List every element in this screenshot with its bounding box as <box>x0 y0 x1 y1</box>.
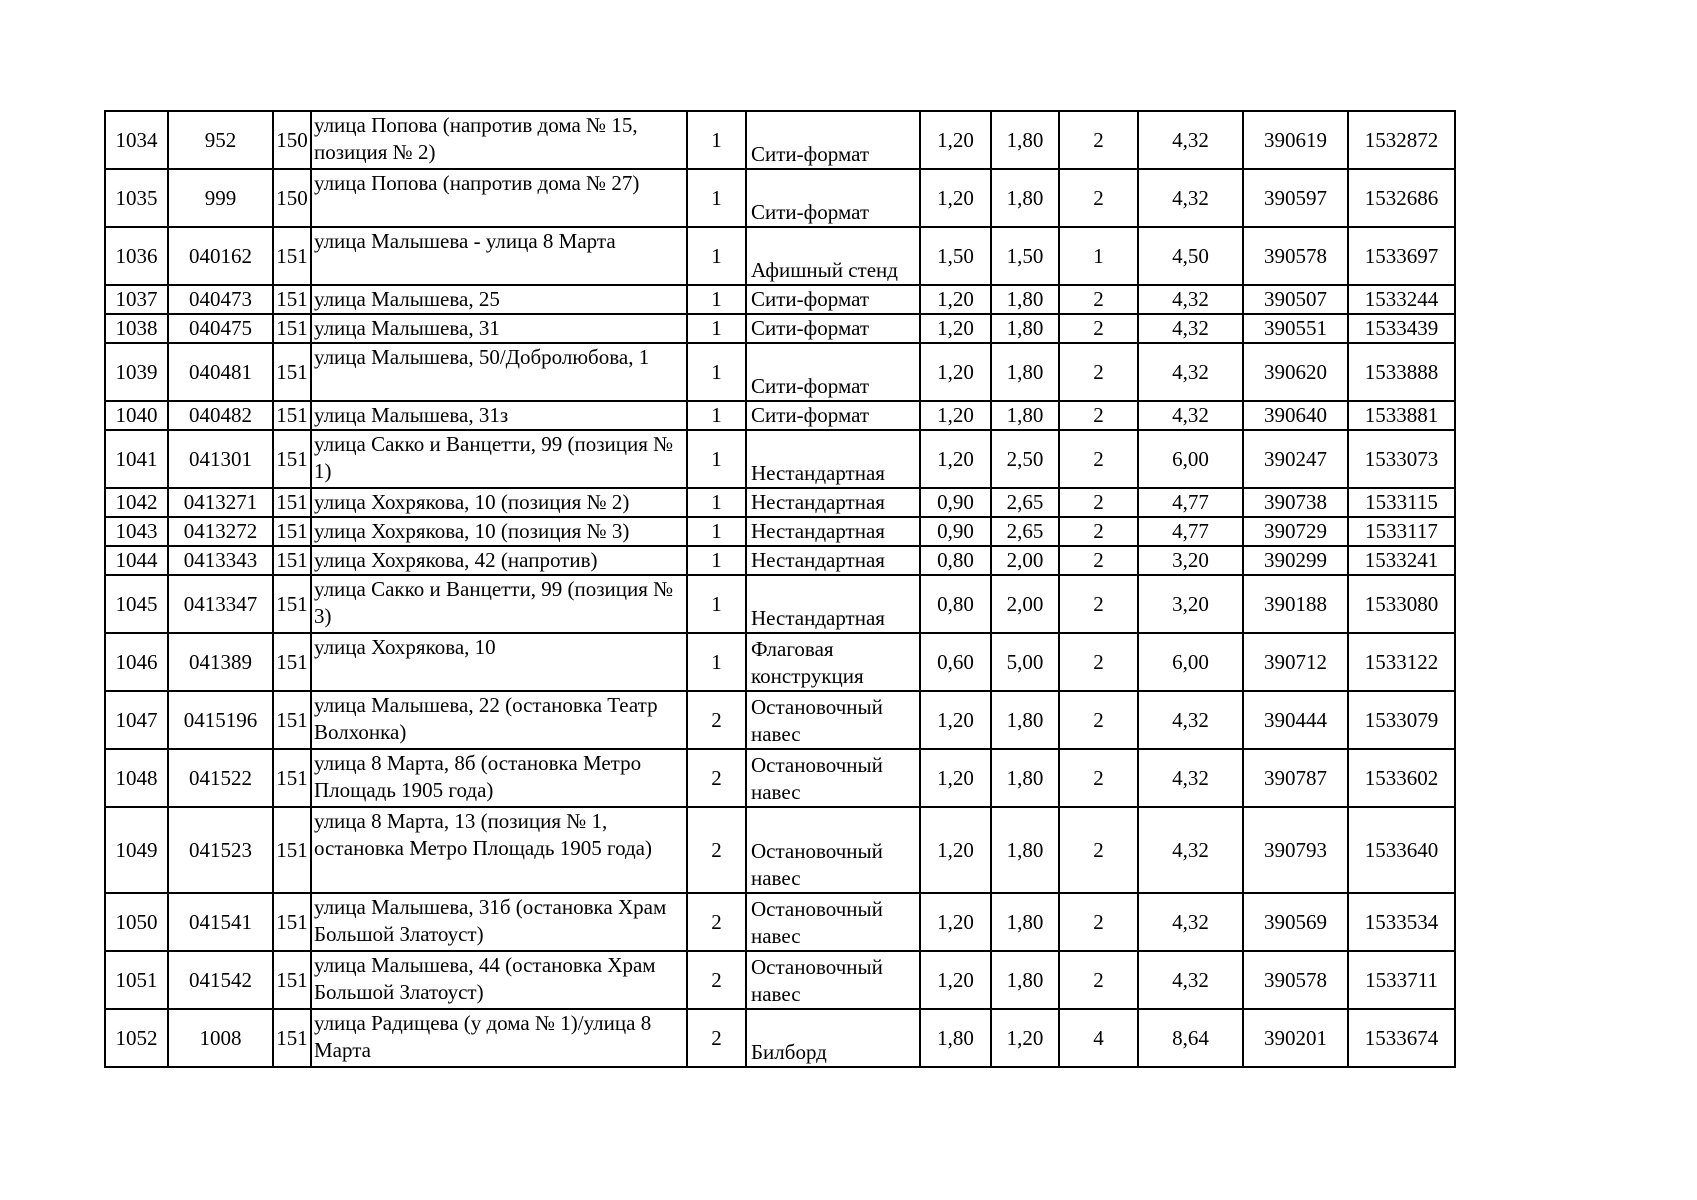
width-cell: 0,60 <box>920 633 991 691</box>
address-cell: улица Хохрякова, 10 (позиция № 2) <box>311 488 687 517</box>
code-cell: 040481 <box>168 343 273 401</box>
y-coord-cell: 1533697 <box>1348 227 1455 285</box>
code-cell: 0415196 <box>168 691 273 749</box>
table-row <box>105 517 1455 546</box>
width-cell: 1,20 <box>920 111 991 169</box>
address-cell: улица Малышева, 22 (остановка Театр Волхонка) <box>311 691 687 749</box>
area-cell: 6,00 <box>1138 633 1243 691</box>
height-cell: 1,80 <box>991 401 1059 430</box>
zone-cell: 151 <box>273 343 311 401</box>
type-cell: Остановочный навес <box>746 951 920 1009</box>
code-cell: 999 <box>168 169 273 227</box>
y-coord-cell: 1533079 <box>1348 691 1455 749</box>
row-number-cell: 1044 <box>105 546 168 575</box>
sides-cell: 2 <box>687 893 746 951</box>
zone-cell: 151 <box>273 807 311 893</box>
type-cell: Сити-формат <box>746 111 920 169</box>
y-coord-cell: 1533241 <box>1348 546 1455 575</box>
address-cell: улица Хохрякова, 10 (позиция № 3) <box>311 517 687 546</box>
address-cell: улица Попова (напротив дома № 15, позиция № 2) <box>311 111 687 169</box>
sides-cell: 2 <box>687 1009 746 1067</box>
y-coord-cell: 1533534 <box>1348 893 1455 951</box>
table-row <box>105 546 1455 575</box>
width-cell: 1,20 <box>920 807 991 893</box>
faces-cell: 2 <box>1059 343 1138 401</box>
type-cell: Билборд <box>746 1009 920 1067</box>
area-cell: 4,32 <box>1138 343 1243 401</box>
table-row <box>105 893 1455 951</box>
address-cell: улица Попова (напротив дома № 27) <box>311 169 687 227</box>
row-number-cell: 1049 <box>105 807 168 893</box>
faces-cell: 2 <box>1059 633 1138 691</box>
faces-cell: 2 <box>1059 111 1138 169</box>
x-coord-cell: 390787 <box>1243 749 1348 807</box>
width-cell: 0,90 <box>920 488 991 517</box>
faces-cell: 2 <box>1059 893 1138 951</box>
row-number-cell: 1051 <box>105 951 168 1009</box>
width-cell: 1,20 <box>920 430 991 488</box>
table-row <box>105 285 1455 314</box>
height-cell: 2,50 <box>991 430 1059 488</box>
faces-cell: 2 <box>1059 488 1138 517</box>
row-number-cell: 1046 <box>105 633 168 691</box>
code-cell: 0413347 <box>168 575 273 633</box>
code-cell: 0413343 <box>168 546 273 575</box>
row-number-cell: 1034 <box>105 111 168 169</box>
table-row <box>105 343 1455 401</box>
type-cell: Сити-формат <box>746 169 920 227</box>
y-coord-cell: 1533711 <box>1348 951 1455 1009</box>
x-coord-cell: 390597 <box>1243 169 1348 227</box>
area-cell: 4,32 <box>1138 807 1243 893</box>
code-cell: 041523 <box>168 807 273 893</box>
table-row <box>105 227 1455 285</box>
row-number-cell: 1037 <box>105 285 168 314</box>
y-coord-cell: 1533640 <box>1348 807 1455 893</box>
type-cell: Флаговая конструкция <box>746 633 920 691</box>
code-cell: 040475 <box>168 314 273 343</box>
faces-cell: 2 <box>1059 691 1138 749</box>
faces-cell: 2 <box>1059 430 1138 488</box>
y-coord-cell: 1533888 <box>1348 343 1455 401</box>
sides-cell: 1 <box>687 285 746 314</box>
code-cell: 040482 <box>168 401 273 430</box>
width-cell: 1,20 <box>920 893 991 951</box>
row-number-cell: 1052 <box>105 1009 168 1067</box>
sides-cell: 1 <box>687 488 746 517</box>
faces-cell: 2 <box>1059 285 1138 314</box>
address-cell: улица Малышева, 44 (остановка Храм Большой Златоуст) <box>311 951 687 1009</box>
zone-cell: 151 <box>273 633 311 691</box>
zone-cell: 151 <box>273 314 311 343</box>
area-cell: 4,32 <box>1138 314 1243 343</box>
height-cell: 1,80 <box>991 951 1059 1009</box>
code-cell: 0413272 <box>168 517 273 546</box>
type-cell: Сити-формат <box>746 343 920 401</box>
x-coord-cell: 390247 <box>1243 430 1348 488</box>
zone-cell: 151 <box>273 285 311 314</box>
table-row <box>105 691 1455 749</box>
faces-cell: 2 <box>1059 401 1138 430</box>
width-cell: 1,50 <box>920 227 991 285</box>
sides-cell: 1 <box>687 546 746 575</box>
height-cell: 1,80 <box>991 169 1059 227</box>
width-cell: 1,20 <box>920 691 991 749</box>
faces-cell: 2 <box>1059 314 1138 343</box>
row-number-cell: 1041 <box>105 430 168 488</box>
row-number-cell: 1042 <box>105 488 168 517</box>
zone-cell: 151 <box>273 227 311 285</box>
table-row <box>105 575 1455 633</box>
height-cell: 2,00 <box>991 546 1059 575</box>
address-cell: улица Малышева, 50/Добролюбова, 1 <box>311 343 687 401</box>
faces-cell: 2 <box>1059 169 1138 227</box>
area-cell: 4,77 <box>1138 517 1243 546</box>
address-cell: улица 8 Марта, 13 (позиция № 1, остановка Метро Площадь 1905 года) <box>311 807 687 893</box>
y-coord-cell: 1533439 <box>1348 314 1455 343</box>
zone-cell: 151 <box>273 401 311 430</box>
x-coord-cell: 390619 <box>1243 111 1348 169</box>
table-row <box>105 1009 1455 1067</box>
y-coord-cell: 1533080 <box>1348 575 1455 633</box>
sides-cell: 2 <box>687 951 746 1009</box>
width-cell: 0,80 <box>920 546 991 575</box>
area-cell: 6,00 <box>1138 430 1243 488</box>
type-cell: Нестандартная <box>746 430 920 488</box>
row-number-cell: 1038 <box>105 314 168 343</box>
address-cell: улица 8 Марта, 8б (остановка Метро Площадь 1905 года) <box>311 749 687 807</box>
sides-cell: 1 <box>687 343 746 401</box>
faces-cell: 2 <box>1059 517 1138 546</box>
row-number-cell: 1045 <box>105 575 168 633</box>
area-cell: 4,32 <box>1138 749 1243 807</box>
height-cell: 1,80 <box>991 807 1059 893</box>
sides-cell: 1 <box>687 314 746 343</box>
sides-cell: 1 <box>687 430 746 488</box>
x-coord-cell: 390551 <box>1243 314 1348 343</box>
address-cell: улица Малышева, 31 <box>311 314 687 343</box>
height-cell: 5,00 <box>991 633 1059 691</box>
sides-cell: 1 <box>687 111 746 169</box>
row-number-cell: 1050 <box>105 893 168 951</box>
x-coord-cell: 390620 <box>1243 343 1348 401</box>
x-coord-cell: 390640 <box>1243 401 1348 430</box>
row-number-cell: 1035 <box>105 169 168 227</box>
sides-cell: 1 <box>687 633 746 691</box>
faces-cell: 1 <box>1059 227 1138 285</box>
zone-cell: 151 <box>273 893 311 951</box>
x-coord-cell: 390507 <box>1243 285 1348 314</box>
y-coord-cell: 1533674 <box>1348 1009 1455 1067</box>
y-coord-cell: 1532686 <box>1348 169 1455 227</box>
table-body <box>105 111 1455 1067</box>
type-cell: Остановочный навес <box>746 749 920 807</box>
x-coord-cell: 390578 <box>1243 951 1348 1009</box>
faces-cell: 2 <box>1059 575 1138 633</box>
x-coord-cell: 390712 <box>1243 633 1348 691</box>
address-cell: улица Малышева, 25 <box>311 285 687 314</box>
area-cell: 4,32 <box>1138 285 1243 314</box>
width-cell: 1,20 <box>920 343 991 401</box>
sides-cell: 2 <box>687 749 746 807</box>
width-cell: 0,80 <box>920 575 991 633</box>
area-cell: 3,20 <box>1138 546 1243 575</box>
width-cell: 1,20 <box>920 401 991 430</box>
height-cell: 2,65 <box>991 517 1059 546</box>
height-cell: 1,20 <box>991 1009 1059 1067</box>
table-row <box>105 488 1455 517</box>
zone-cell: 151 <box>273 575 311 633</box>
type-cell: Нестандартная <box>746 575 920 633</box>
type-cell: Афишный стенд <box>746 227 920 285</box>
zone-cell: 151 <box>273 488 311 517</box>
y-coord-cell: 1533881 <box>1348 401 1455 430</box>
width-cell: 1,20 <box>920 285 991 314</box>
y-coord-cell: 1533115 <box>1348 488 1455 517</box>
type-cell: Остановочный навес <box>746 807 920 893</box>
row-number-cell: 1048 <box>105 749 168 807</box>
y-coord-cell: 1533122 <box>1348 633 1455 691</box>
type-cell: Нестандартная <box>746 517 920 546</box>
type-cell: Нестандартная <box>746 546 920 575</box>
x-coord-cell: 390569 <box>1243 893 1348 951</box>
y-coord-cell: 1532872 <box>1348 111 1455 169</box>
area-cell: 8,64 <box>1138 1009 1243 1067</box>
width-cell: 0,90 <box>920 517 991 546</box>
x-coord-cell: 390729 <box>1243 517 1348 546</box>
sides-cell: 1 <box>687 227 746 285</box>
sides-cell: 1 <box>687 169 746 227</box>
height-cell: 1,80 <box>991 893 1059 951</box>
address-cell: улица Малышева, 31з <box>311 401 687 430</box>
x-coord-cell: 390299 <box>1243 546 1348 575</box>
x-coord-cell: 390793 <box>1243 807 1348 893</box>
y-coord-cell: 1533073 <box>1348 430 1455 488</box>
zone-cell: 150 <box>273 111 311 169</box>
code-cell: 041389 <box>168 633 273 691</box>
address-cell: улица Хохрякова, 10 <box>311 633 687 691</box>
table-row <box>105 749 1455 807</box>
area-cell: 4,32 <box>1138 401 1243 430</box>
type-cell: Остановочный навес <box>746 893 920 951</box>
code-cell: 040162 <box>168 227 273 285</box>
height-cell: 1,50 <box>991 227 1059 285</box>
width-cell: 1,80 <box>920 1009 991 1067</box>
faces-cell: 2 <box>1059 749 1138 807</box>
area-cell: 4,32 <box>1138 951 1243 1009</box>
width-cell: 1,20 <box>920 314 991 343</box>
address-cell: улица Малышева, 31б (остановка Храм Большой Златоуст) <box>311 893 687 951</box>
zone-cell: 151 <box>273 430 311 488</box>
table-row <box>105 430 1455 488</box>
type-cell: Остановочный навес <box>746 691 920 749</box>
address-cell: улица Малышева - улица 8 Марта <box>311 227 687 285</box>
width-cell: 1,20 <box>920 749 991 807</box>
code-cell: 952 <box>168 111 273 169</box>
code-cell: 1008 <box>168 1009 273 1067</box>
zone-cell: 151 <box>273 1009 311 1067</box>
zone-cell: 151 <box>273 691 311 749</box>
area-cell: 4,50 <box>1138 227 1243 285</box>
sides-cell: 1 <box>687 401 746 430</box>
type-cell: Сити-формат <box>746 285 920 314</box>
width-cell: 1,20 <box>920 951 991 1009</box>
area-cell: 4,32 <box>1138 691 1243 749</box>
area-cell: 3,20 <box>1138 575 1243 633</box>
row-number-cell: 1039 <box>105 343 168 401</box>
area-cell: 4,32 <box>1138 893 1243 951</box>
x-coord-cell: 390444 <box>1243 691 1348 749</box>
address-cell: улица Сакко и Ванцетти, 99 (позиция № 1) <box>311 430 687 488</box>
row-number-cell: 1040 <box>105 401 168 430</box>
height-cell: 1,80 <box>991 343 1059 401</box>
type-cell: Нестандартная <box>746 488 920 517</box>
height-cell: 2,65 <box>991 488 1059 517</box>
height-cell: 1,80 <box>991 691 1059 749</box>
table-row <box>105 111 1455 169</box>
y-coord-cell: 1533602 <box>1348 749 1455 807</box>
address-cell: улица Хохрякова, 42 (напротив) <box>311 546 687 575</box>
sides-cell: 1 <box>687 517 746 546</box>
address-cell: улица Сакко и Ванцетти, 99 (позиция № 3) <box>311 575 687 633</box>
width-cell: 1,20 <box>920 169 991 227</box>
code-cell: 041522 <box>168 749 273 807</box>
zone-cell: 150 <box>273 169 311 227</box>
row-number-cell: 1036 <box>105 227 168 285</box>
height-cell: 1,80 <box>991 111 1059 169</box>
faces-cell: 4 <box>1059 1009 1138 1067</box>
code-cell: 041541 <box>168 893 273 951</box>
code-cell: 041542 <box>168 951 273 1009</box>
address-cell: улица Радищева (у дома № 1)/улица 8 Марта <box>311 1009 687 1067</box>
height-cell: 2,00 <box>991 575 1059 633</box>
zone-cell: 151 <box>273 546 311 575</box>
faces-cell: 2 <box>1059 807 1138 893</box>
table-row <box>105 401 1455 430</box>
x-coord-cell: 390201 <box>1243 1009 1348 1067</box>
faces-cell: 2 <box>1059 546 1138 575</box>
faces-cell: 2 <box>1059 951 1138 1009</box>
code-cell: 0413271 <box>168 488 273 517</box>
sides-cell: 2 <box>687 691 746 749</box>
row-number-cell: 1047 <box>105 691 168 749</box>
row-number-cell: 1043 <box>105 517 168 546</box>
code-cell: 041301 <box>168 430 273 488</box>
height-cell: 1,80 <box>991 749 1059 807</box>
type-cell: Сити-формат <box>746 401 920 430</box>
area-cell: 4,32 <box>1138 169 1243 227</box>
height-cell: 1,80 <box>991 285 1059 314</box>
x-coord-cell: 390578 <box>1243 227 1348 285</box>
code-cell: 040473 <box>168 285 273 314</box>
zone-cell: 151 <box>273 517 311 546</box>
sides-cell: 1 <box>687 575 746 633</box>
area-cell: 4,77 <box>1138 488 1243 517</box>
type-cell: Сити-формат <box>746 314 920 343</box>
y-coord-cell: 1533117 <box>1348 517 1455 546</box>
table-row <box>105 807 1455 893</box>
table-row <box>105 169 1455 227</box>
sides-cell: 2 <box>687 807 746 893</box>
y-coord-cell: 1533244 <box>1348 285 1455 314</box>
table-row <box>105 951 1455 1009</box>
table-row <box>105 314 1455 343</box>
zone-cell: 151 <box>273 951 311 1009</box>
area-cell: 4,32 <box>1138 111 1243 169</box>
zone-cell: 151 <box>273 749 311 807</box>
table-row <box>105 633 1455 691</box>
data-table <box>104 110 1456 1068</box>
height-cell: 1,80 <box>991 314 1059 343</box>
x-coord-cell: 390188 <box>1243 575 1348 633</box>
x-coord-cell: 390738 <box>1243 488 1348 517</box>
